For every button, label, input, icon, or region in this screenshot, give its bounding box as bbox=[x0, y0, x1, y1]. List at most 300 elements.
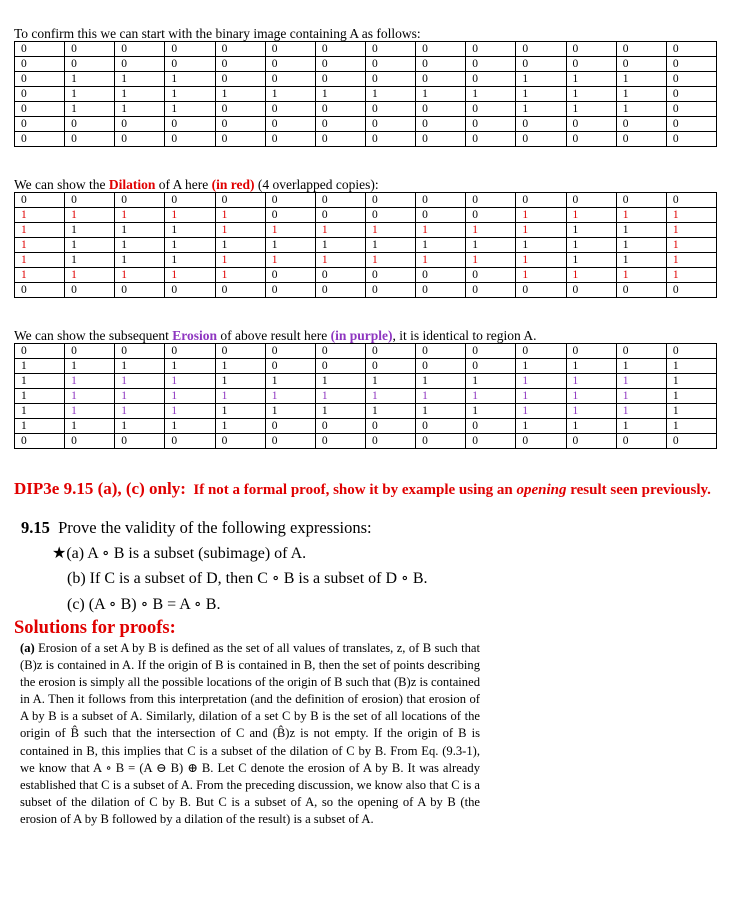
grid-cell: 1 bbox=[666, 223, 716, 238]
grid-cell: 1 bbox=[566, 208, 616, 223]
grid-cell: 1 bbox=[165, 238, 215, 253]
grid-cell: 0 bbox=[365, 283, 415, 298]
grid-cell: 1 bbox=[566, 389, 616, 404]
grid-cell: 0 bbox=[265, 419, 315, 434]
grid-cell: 0 bbox=[215, 42, 265, 57]
grid-cell: 0 bbox=[165, 132, 215, 147]
grid-cell: 0 bbox=[466, 434, 516, 449]
grid-cell: 0 bbox=[315, 102, 365, 117]
grid-cell: 1 bbox=[115, 268, 165, 283]
grid-cell: 0 bbox=[65, 132, 115, 147]
solutions-heading: Solutions for proofs: bbox=[14, 618, 176, 638]
grid-row bbox=[15, 389, 717, 404]
question-prompt: Prove the validity of the following expressions: bbox=[58, 518, 372, 537]
grid-cell: 0 bbox=[616, 283, 666, 298]
grid-cell: 0 bbox=[616, 434, 666, 449]
grid-cell: 1 bbox=[315, 404, 365, 419]
grid-cell: 1 bbox=[15, 374, 65, 389]
grid-cell: 0 bbox=[115, 57, 165, 72]
grid-cell: 1 bbox=[115, 238, 165, 253]
grid-cell: 0 bbox=[416, 132, 466, 147]
grid-cell: 0 bbox=[365, 117, 415, 132]
grid-cell: 1 bbox=[165, 223, 215, 238]
binary-image-table bbox=[14, 41, 717, 147]
grid-cell: 0 bbox=[315, 419, 365, 434]
grid-cell: 1 bbox=[516, 208, 566, 223]
question-c: (c) (A ∘ B) ∘ B = A ∘ B. bbox=[67, 596, 221, 613]
grid-cell: 1 bbox=[566, 238, 616, 253]
grid-cell: 0 bbox=[666, 117, 716, 132]
grid-cell: 0 bbox=[115, 434, 165, 449]
grid-cell: 0 bbox=[265, 102, 315, 117]
grid-cell: 1 bbox=[65, 87, 115, 102]
grid-cell: 1 bbox=[416, 374, 466, 389]
grid-cell: 0 bbox=[315, 344, 365, 359]
grid-cell: 1 bbox=[516, 238, 566, 253]
grid-cell: 1 bbox=[365, 404, 415, 419]
grid-row bbox=[15, 238, 717, 253]
grid-cell: 1 bbox=[416, 389, 466, 404]
erosion-caption-mid: of above result here bbox=[217, 328, 331, 343]
dilation-caption-post: (4 overlapped copies): bbox=[254, 177, 379, 192]
grid-cell: 0 bbox=[666, 434, 716, 449]
grid-cell: 1 bbox=[466, 374, 516, 389]
erosion-caption-post: , it is identical to region A. bbox=[392, 328, 537, 343]
grid-cell: 1 bbox=[315, 238, 365, 253]
solution-label: (a) bbox=[20, 641, 35, 655]
grid-cell: 0 bbox=[365, 208, 415, 223]
grid-cell: 0 bbox=[666, 57, 716, 72]
grid-cell: 0 bbox=[516, 132, 566, 147]
grid-row bbox=[15, 87, 717, 102]
grid-cell: 0 bbox=[516, 57, 566, 72]
grid-cell: 1 bbox=[165, 268, 215, 283]
grid-cell: 1 bbox=[215, 253, 265, 268]
grid-cell: 0 bbox=[666, 42, 716, 57]
grid-cell: 1 bbox=[616, 253, 666, 268]
grid-cell: 0 bbox=[215, 434, 265, 449]
grid-cell: 1 bbox=[616, 404, 666, 419]
grid-cell: 0 bbox=[365, 72, 415, 87]
grid-cell: 1 bbox=[315, 223, 365, 238]
grid-cell: 1 bbox=[516, 404, 566, 419]
grid-cell: 1 bbox=[165, 72, 215, 87]
erosion-caption bbox=[14, 328, 536, 343]
grid-cell: 0 bbox=[265, 72, 315, 87]
grid-cell: 1 bbox=[315, 389, 365, 404]
grid-cell: 0 bbox=[416, 117, 466, 132]
grid-cell: 1 bbox=[115, 102, 165, 117]
grid-cell: 0 bbox=[365, 42, 415, 57]
question-number: 9.15 bbox=[21, 518, 50, 537]
grid-cell: 0 bbox=[516, 117, 566, 132]
grid-cell: 0 bbox=[416, 434, 466, 449]
grid-cell: 0 bbox=[15, 193, 65, 208]
grid-cell: 1 bbox=[616, 102, 666, 117]
grid-cell: 1 bbox=[265, 404, 315, 419]
grid-cell: 1 bbox=[165, 253, 215, 268]
grid-cell: 1 bbox=[516, 72, 566, 87]
dip-text-italic: opening bbox=[516, 482, 567, 498]
grid-cell: 1 bbox=[365, 253, 415, 268]
grid-cell: 0 bbox=[365, 344, 415, 359]
grid-cell: 1 bbox=[15, 238, 65, 253]
grid-cell: 0 bbox=[65, 42, 115, 57]
grid-cell: 1 bbox=[566, 223, 616, 238]
grid-cell: 1 bbox=[65, 374, 115, 389]
grid-cell: 0 bbox=[516, 344, 566, 359]
grid-cell: 0 bbox=[365, 419, 415, 434]
grid-cell: 0 bbox=[466, 72, 516, 87]
grid-cell: 1 bbox=[566, 419, 616, 434]
grid-cell: 1 bbox=[566, 268, 616, 283]
grid-cell: 0 bbox=[566, 132, 616, 147]
grid-cell: 0 bbox=[215, 132, 265, 147]
grid-cell: 0 bbox=[416, 419, 466, 434]
grid-cell: 0 bbox=[666, 102, 716, 117]
grid-cell: 0 bbox=[616, 132, 666, 147]
grid-row bbox=[15, 404, 717, 419]
grid-cell: 1 bbox=[65, 404, 115, 419]
grid-cell: 1 bbox=[115, 223, 165, 238]
grid-cell: 1 bbox=[65, 389, 115, 404]
grid-cell: 0 bbox=[466, 42, 516, 57]
grid-cell: 1 bbox=[516, 268, 566, 283]
grid-cell: 1 bbox=[115, 87, 165, 102]
grid-cell: 0 bbox=[666, 344, 716, 359]
dip-instruction bbox=[14, 480, 726, 499]
grid-cell: 0 bbox=[365, 268, 415, 283]
grid-cell: 0 bbox=[15, 132, 65, 147]
grid-row bbox=[15, 132, 717, 147]
grid-cell: 0 bbox=[115, 117, 165, 132]
grid-cell: 0 bbox=[315, 42, 365, 57]
grid-cell: 1 bbox=[15, 419, 65, 434]
dip-label: DIP3e 9.15 (a), (c) only: bbox=[14, 479, 186, 498]
grid-row bbox=[15, 268, 717, 283]
grid-cell: 0 bbox=[466, 419, 516, 434]
grid-cell: 0 bbox=[416, 344, 466, 359]
grid-cell: 0 bbox=[616, 57, 666, 72]
grid-cell: 0 bbox=[416, 208, 466, 223]
grid-cell: 0 bbox=[466, 208, 516, 223]
grid-cell: 0 bbox=[265, 42, 315, 57]
grid-cell: 1 bbox=[566, 87, 616, 102]
grid-cell: 1 bbox=[516, 419, 566, 434]
grid-cell: 1 bbox=[466, 87, 516, 102]
grid-cell: 1 bbox=[516, 87, 566, 102]
grid-cell: 1 bbox=[65, 223, 115, 238]
question-heading bbox=[21, 518, 372, 538]
grid-cell: 1 bbox=[65, 268, 115, 283]
grid-row bbox=[15, 253, 717, 268]
dilation-table bbox=[14, 192, 717, 298]
grid-cell: 0 bbox=[566, 283, 616, 298]
grid-cell: 0 bbox=[516, 283, 566, 298]
grid-cell: 0 bbox=[265, 193, 315, 208]
grid-cell: 1 bbox=[65, 208, 115, 223]
grid-cell: 0 bbox=[15, 283, 65, 298]
grid-cell: 1 bbox=[666, 419, 716, 434]
grid-cell: 0 bbox=[165, 57, 215, 72]
grid-cell: 1 bbox=[15, 389, 65, 404]
grid-cell: 1 bbox=[516, 102, 566, 117]
grid-cell: 1 bbox=[165, 359, 215, 374]
grid-cell: 1 bbox=[165, 419, 215, 434]
grid-cell: 0 bbox=[115, 283, 165, 298]
grid-cell: 1 bbox=[215, 404, 265, 419]
grid-cell: 0 bbox=[65, 117, 115, 132]
grid-cell: 1 bbox=[416, 87, 466, 102]
grid-cell: 1 bbox=[265, 374, 315, 389]
grid-cell: 1 bbox=[566, 359, 616, 374]
grid-cell: 0 bbox=[115, 193, 165, 208]
grid-cell: 1 bbox=[215, 208, 265, 223]
grid-cell: 0 bbox=[365, 359, 415, 374]
grid-cell: 0 bbox=[315, 283, 365, 298]
intro-caption: To confirm this we can start with the binary image containing A as follows: bbox=[14, 26, 421, 41]
grid-cell: 0 bbox=[466, 117, 516, 132]
grid-cell: 0 bbox=[265, 268, 315, 283]
grid-row bbox=[15, 117, 717, 132]
grid-cell: 1 bbox=[15, 359, 65, 374]
grid-cell: 1 bbox=[15, 404, 65, 419]
grid-row bbox=[15, 193, 717, 208]
grid-cell: 0 bbox=[365, 434, 415, 449]
grid-cell: 0 bbox=[165, 434, 215, 449]
grid-cell: 1 bbox=[265, 87, 315, 102]
grid-cell: 0 bbox=[115, 344, 165, 359]
grid-cell: 0 bbox=[616, 193, 666, 208]
grid-cell: 1 bbox=[15, 253, 65, 268]
grid-row bbox=[15, 57, 717, 72]
grid-cell: 1 bbox=[365, 374, 415, 389]
grid-cell: 0 bbox=[215, 102, 265, 117]
grid-cell: 0 bbox=[365, 132, 415, 147]
grid-cell: 1 bbox=[115, 359, 165, 374]
grid-cell: 1 bbox=[215, 238, 265, 253]
grid-cell: 0 bbox=[566, 117, 616, 132]
grid-cell: 1 bbox=[666, 253, 716, 268]
grid-cell: 0 bbox=[315, 72, 365, 87]
dip-text-post: result seen previously. bbox=[566, 482, 711, 498]
grid-cell: 0 bbox=[115, 42, 165, 57]
grid-cell: 1 bbox=[666, 268, 716, 283]
grid-cell: 1 bbox=[265, 389, 315, 404]
grid-cell: 1 bbox=[516, 374, 566, 389]
grid-cell: 0 bbox=[215, 72, 265, 87]
grid-cell: 0 bbox=[666, 72, 716, 87]
dilation-color-note: (in red) bbox=[211, 177, 255, 192]
grid-cell: 0 bbox=[115, 132, 165, 147]
grid-cell: 0 bbox=[315, 132, 365, 147]
grid-cell: 0 bbox=[365, 193, 415, 208]
grid-cell: 1 bbox=[365, 389, 415, 404]
grid-cell: 1 bbox=[616, 223, 666, 238]
grid-cell: 0 bbox=[265, 208, 315, 223]
erosion-table bbox=[14, 343, 717, 449]
grid-cell: 0 bbox=[265, 283, 315, 298]
grid-cell: 1 bbox=[566, 72, 616, 87]
dip-text-pre: If not a formal proof, show it by example using an bbox=[193, 482, 517, 498]
erosion-color-note: (in purple) bbox=[330, 328, 393, 343]
grid-cell: 1 bbox=[416, 223, 466, 238]
grid-cell: 1 bbox=[215, 359, 265, 374]
grid-cell: 0 bbox=[315, 117, 365, 132]
grid-cell: 0 bbox=[65, 283, 115, 298]
grid-cell: 0 bbox=[566, 434, 616, 449]
grid-row bbox=[15, 102, 717, 117]
grid-cell: 1 bbox=[466, 404, 516, 419]
grid-cell: 1 bbox=[666, 389, 716, 404]
question-b: (b) If C is a subset of D, then C ∘ B is a subset of D ∘ B. bbox=[67, 570, 428, 587]
grid-cell: 1 bbox=[416, 253, 466, 268]
grid-cell: 1 bbox=[616, 374, 666, 389]
grid-cell: 0 bbox=[15, 434, 65, 449]
grid-cell: 0 bbox=[666, 193, 716, 208]
grid-cell: 1 bbox=[115, 374, 165, 389]
grid-cell: 0 bbox=[416, 42, 466, 57]
grid-cell: 1 bbox=[666, 359, 716, 374]
grid-cell: 1 bbox=[215, 268, 265, 283]
grid-cell: 0 bbox=[315, 208, 365, 223]
grid-cell: 1 bbox=[666, 374, 716, 389]
grid-cell: 1 bbox=[215, 223, 265, 238]
grid-cell: 0 bbox=[416, 72, 466, 87]
grid-cell: 1 bbox=[65, 102, 115, 117]
grid-cell: 0 bbox=[466, 132, 516, 147]
dilation-caption bbox=[14, 177, 379, 192]
grid-cell: 0 bbox=[315, 193, 365, 208]
grid-cell: 0 bbox=[315, 434, 365, 449]
question-a: ★(a) A ∘ B is a subset (subimage) of A. bbox=[52, 545, 307, 562]
grid-cell: 1 bbox=[466, 238, 516, 253]
grid-cell: 0 bbox=[265, 57, 315, 72]
grid-cell: 0 bbox=[15, 42, 65, 57]
grid-cell: 1 bbox=[165, 102, 215, 117]
grid-row bbox=[15, 359, 717, 374]
grid-cell: 0 bbox=[215, 117, 265, 132]
grid-row bbox=[15, 419, 717, 434]
grid-cell: 0 bbox=[165, 344, 215, 359]
grid-cell: 0 bbox=[15, 87, 65, 102]
grid-cell: 1 bbox=[616, 419, 666, 434]
grid-cell: 0 bbox=[666, 283, 716, 298]
grid-cell: 0 bbox=[466, 359, 516, 374]
grid-cell: 1 bbox=[516, 389, 566, 404]
grid-cell: 0 bbox=[15, 117, 65, 132]
grid-cell: 0 bbox=[365, 102, 415, 117]
grid-cell: 0 bbox=[466, 102, 516, 117]
grid-cell: 1 bbox=[165, 208, 215, 223]
grid-cell: 0 bbox=[265, 117, 315, 132]
grid-cell: 0 bbox=[65, 193, 115, 208]
grid-cell: 0 bbox=[666, 132, 716, 147]
grid-cell: 1 bbox=[516, 223, 566, 238]
grid-cell: 1 bbox=[616, 268, 666, 283]
grid-cell: 1 bbox=[115, 404, 165, 419]
grid-cell: 0 bbox=[65, 344, 115, 359]
grid-cell: 0 bbox=[165, 193, 215, 208]
grid-cell: 0 bbox=[466, 283, 516, 298]
grid-cell: 0 bbox=[215, 193, 265, 208]
grid-cell: 1 bbox=[365, 223, 415, 238]
grid-cell: 1 bbox=[566, 404, 616, 419]
dilation-word: Dilation bbox=[108, 177, 156, 192]
grid-cell: 1 bbox=[315, 87, 365, 102]
grid-cell: 1 bbox=[115, 208, 165, 223]
grid-cell: 1 bbox=[15, 223, 65, 238]
grid-cell: 0 bbox=[315, 57, 365, 72]
grid-cell: 1 bbox=[616, 72, 666, 87]
grid-cell: 0 bbox=[516, 434, 566, 449]
grid-cell: 0 bbox=[416, 102, 466, 117]
grid-cell: 0 bbox=[566, 344, 616, 359]
grid-cell: 1 bbox=[516, 253, 566, 268]
grid-cell: 1 bbox=[616, 359, 666, 374]
grid-cell: 1 bbox=[65, 359, 115, 374]
grid-cell: 1 bbox=[165, 404, 215, 419]
grid-cell: 1 bbox=[416, 238, 466, 253]
grid-cell: 0 bbox=[466, 57, 516, 72]
grid-cell: 0 bbox=[65, 57, 115, 72]
grid-cell: 0 bbox=[165, 117, 215, 132]
erosion-word: Erosion bbox=[172, 328, 218, 343]
grid-cell: 0 bbox=[165, 283, 215, 298]
grid-cell: 1 bbox=[566, 374, 616, 389]
grid-cell: 0 bbox=[566, 57, 616, 72]
grid-cell: 1 bbox=[265, 223, 315, 238]
grid-cell: 0 bbox=[416, 359, 466, 374]
solution-text: Erosion of a set A by B is defined as the set of all values of translates, z, of B such that (B)z is contained in A. If the origin of B is contained in B, then the set of points describing the erosion is simply all the possible locations of the origin of B such that (B)z is contained in A. Then it follows from this interpretation (and the definition of erosion) that erosion of A by B is a subset of A. Similarly, dilation of a set C by B is the set of all locations of the origin of B̂ such that the intersection of C and (B̂)z is not empty. If the origin of B is contained in B, this implies that C is a subset of the dilation of C by B. From Eq. (9.3-1), we know that A ∘ B = (A ⊖ B) ⊕ B. Let C denote the erosion of A by B. It was already established that C is a subset of A. From the preceding discussion, we know also that C is a subset of the dilation of C by B. But C is a subset of A, so the opening of A by B (the erosion of A by B followed by a dilation of the result) is a subset of A. bbox=[20, 641, 480, 826]
grid-cell: 0 bbox=[516, 193, 566, 208]
dilation-caption-mid: of A here bbox=[155, 177, 212, 192]
grid-cell: 0 bbox=[165, 42, 215, 57]
grid-cell: 0 bbox=[315, 359, 365, 374]
grid-cell: 1 bbox=[215, 389, 265, 404]
grid-cell: 1 bbox=[566, 253, 616, 268]
grid-cell: 1 bbox=[165, 87, 215, 102]
grid-cell: 1 bbox=[315, 253, 365, 268]
grid-cell: 1 bbox=[265, 253, 315, 268]
grid-cell: 0 bbox=[265, 344, 315, 359]
grid-row bbox=[15, 208, 717, 223]
grid-cell: 1 bbox=[115, 72, 165, 87]
grid-cell: 1 bbox=[115, 389, 165, 404]
grid-row bbox=[15, 374, 717, 389]
grid-cell: 0 bbox=[215, 344, 265, 359]
grid-cell: 0 bbox=[416, 193, 466, 208]
grid-cell: 0 bbox=[566, 42, 616, 57]
grid-cell: 0 bbox=[215, 57, 265, 72]
grid-cell: 1 bbox=[65, 419, 115, 434]
grid-cell: 1 bbox=[265, 238, 315, 253]
grid-cell: 1 bbox=[666, 238, 716, 253]
grid-cell: 1 bbox=[566, 102, 616, 117]
grid-cell: 0 bbox=[15, 102, 65, 117]
grid-cell: 0 bbox=[15, 344, 65, 359]
grid-cell: 0 bbox=[15, 72, 65, 87]
grid-cell: 0 bbox=[466, 268, 516, 283]
grid-cell: 0 bbox=[265, 434, 315, 449]
grid-cell: 0 bbox=[616, 344, 666, 359]
grid-row bbox=[15, 344, 717, 359]
grid-cell: 0 bbox=[666, 87, 716, 102]
grid-cell: 1 bbox=[616, 238, 666, 253]
grid-cell: 0 bbox=[516, 42, 566, 57]
grid-cell: 1 bbox=[365, 238, 415, 253]
grid-cell: 1 bbox=[466, 389, 516, 404]
